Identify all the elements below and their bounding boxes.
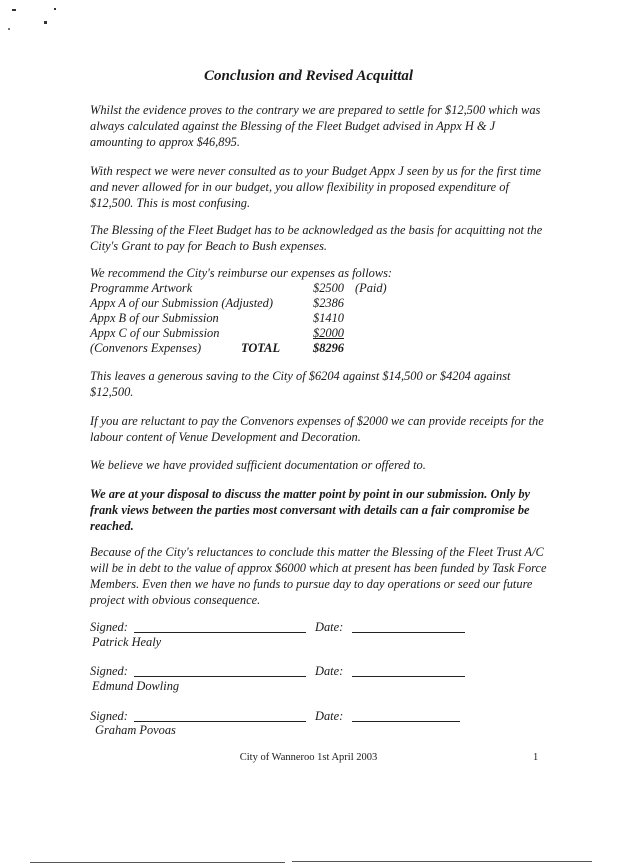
scan-speck	[54, 8, 56, 10]
expense-row	[90, 281, 550, 296]
date-label: Date:	[315, 620, 344, 634]
signed-label: Signed:	[90, 620, 128, 634]
expense-label: Appx C of our Submission	[90, 326, 220, 340]
signatory-name: Patrick Healy	[92, 635, 162, 649]
date-label: Date:	[315, 709, 344, 723]
date-line	[352, 676, 465, 677]
signatory-name: Edmund Dowling	[92, 679, 180, 693]
scan-speck	[44, 21, 47, 24]
expense-label: Appx B of our Submission	[90, 311, 219, 325]
total-label: TOTAL	[241, 341, 281, 355]
scan-edge-line	[292, 861, 592, 862]
signed-label: Signed:	[90, 664, 128, 678]
expense-label: Programme Artwork	[90, 281, 193, 295]
expense-amount: $2386	[313, 296, 344, 310]
signature-line	[134, 632, 306, 633]
paragraph-settlement: Whilst the evidence proves to the contrary we are prepared to settle for $12,500 which was always calculated against the Blessing of the Fleet Budget advised in Appx H & J amounting to approx $46,895.	[90, 103, 541, 149]
signature-row	[90, 664, 550, 680]
page-title: Conclusion and Revised Acquittal	[203, 68, 414, 84]
expense-row	[90, 326, 550, 341]
signed-label: Signed:	[90, 709, 128, 723]
scan-speck	[8, 28, 10, 30]
expense-total-row	[90, 341, 550, 356]
expense-label: (Convenors Expenses)	[90, 341, 202, 355]
paragraph-debt: Because of the City's reluctances to conclude this matter the Blessing of the Fleet Trust A/C will be in debt to the value of approx $6000 which at present has been funded by Task Force Members. Even then we have no funds to pursue day to day operations or seed our future project with obvious consequence.	[90, 545, 547, 607]
paragraph-documentation: We believe we have provided sufficient documentation or offered to.	[90, 458, 426, 472]
scan-speck	[12, 9, 16, 11]
date-line	[352, 632, 465, 633]
paragraph-receipts: If you are reluctant to pay the Convenors expenses of $2000 we can provide receipts for the labour content of Venue Development and Decoration.	[90, 414, 544, 444]
scan-edge-line	[30, 862, 285, 863]
paragraph-disposal: We are at your disposal to discuss the matter point by point in our submission. Only by frank views between the parties most conversant with details can a fair compromise be reached.	[90, 487, 531, 533]
expense-label: Appx A of our Submission (Adjusted)	[90, 296, 273, 310]
expense-amount: $1410	[313, 311, 344, 325]
date-label: Date:	[315, 664, 344, 678]
page-number: 1	[533, 752, 539, 763]
page-footer: City of Wanneroo 1st April 2003	[239, 752, 378, 763]
expenses-intro: We recommend the City's reimburse our expenses as follows:	[90, 266, 393, 280]
expense-row	[90, 296, 550, 311]
expense-amount: $2500	[313, 281, 344, 295]
expense-amount: $2000	[313, 326, 344, 340]
signature-row	[90, 620, 550, 636]
expense-note: (Paid)	[355, 281, 387, 295]
signature-line	[134, 676, 306, 677]
signature-line	[134, 721, 306, 722]
paragraph-budget-consultation: With respect we were never consulted as to your Budget Appx J seen by us for the first time and never allowed for in our budget, you allow flexibility in proposed expenditure of $12,500. This is most confusing.	[90, 164, 542, 210]
paragraph-acknowledgement: The Blessing of the Fleet Budget has to be acknowledged as the basis for acquitting not the City's Grant to pay for Beach to Bush expenses.	[90, 223, 543, 253]
paragraph-saving: This leaves a generous saving to the City of $6204 against $14,500 or $4204 against $12,500.	[90, 369, 511, 399]
date-line	[352, 721, 460, 722]
expense-row	[90, 311, 550, 326]
signatory-name: Graham Povoas	[95, 723, 176, 737]
total-amount: $8296	[313, 341, 344, 355]
